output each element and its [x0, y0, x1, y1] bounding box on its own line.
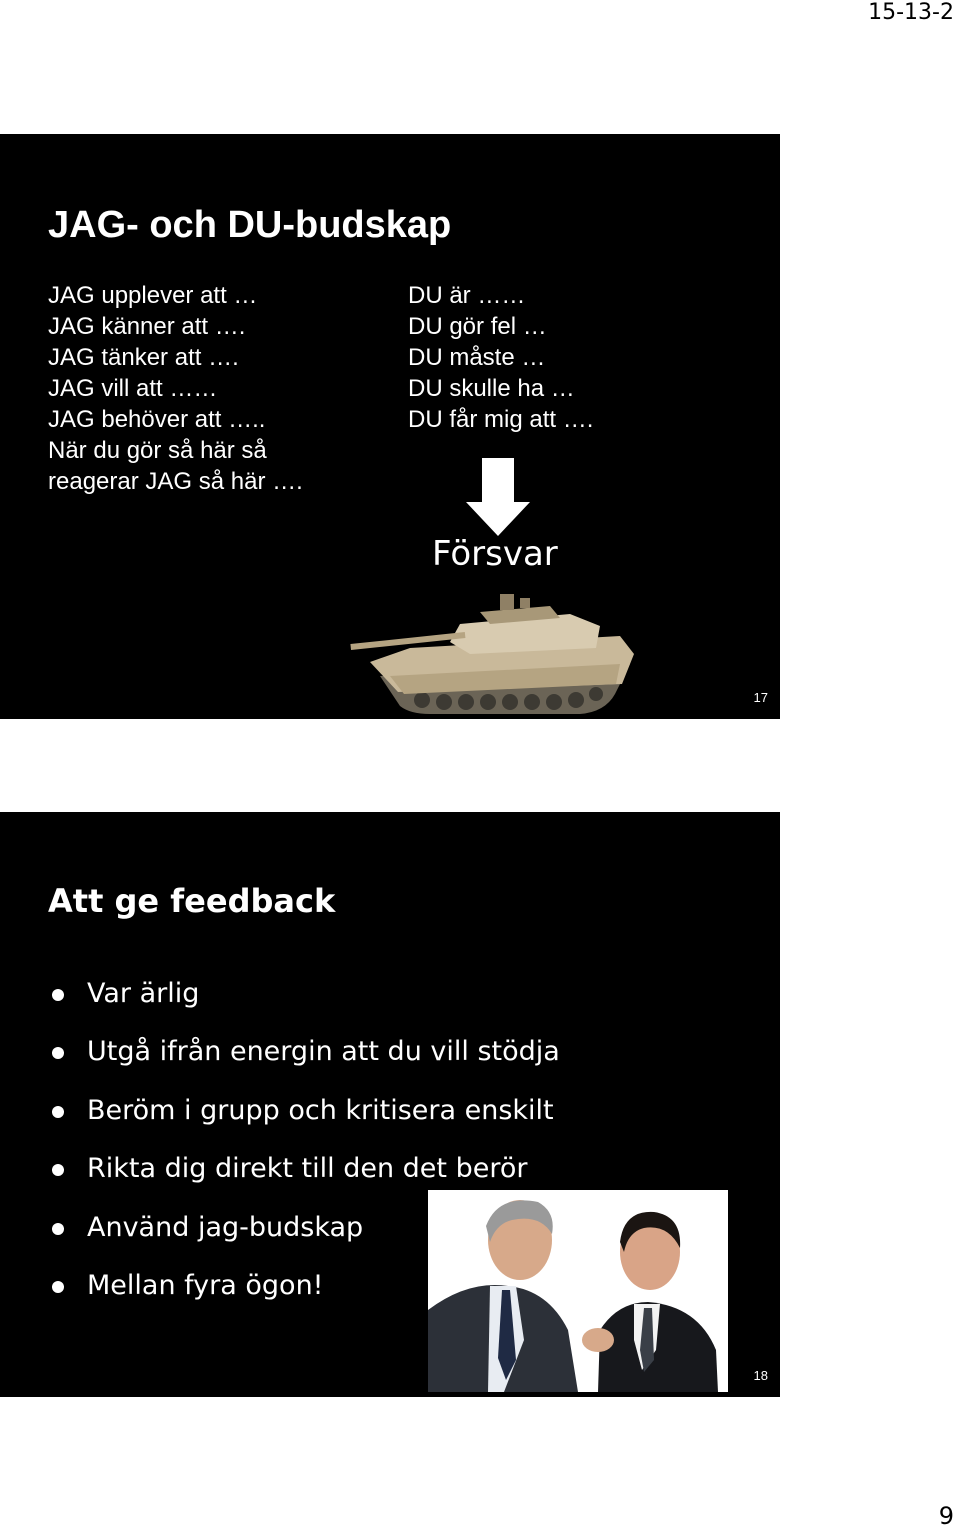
bullet-dot-icon — [52, 1281, 64, 1293]
jag-message-item: När du gör så här så — [48, 437, 267, 464]
jag-message-item: reagerar JAG så här …. — [48, 468, 303, 495]
bullet-dot-icon — [52, 1164, 64, 1176]
tank-image — [350, 584, 640, 719]
du-message-item: DU skulle ha … — [408, 375, 575, 402]
jag-message-item: JAG känner att …. — [48, 313, 246, 340]
bullet-dot-icon — [52, 989, 64, 1001]
list-item-text: Använd jag-budskap — [87, 1211, 364, 1243]
slide-number: 18 — [753, 1368, 768, 1383]
du-message-item: DU är …… — [408, 282, 526, 309]
list-item-text: Rikta dig direkt till den det berör — [87, 1153, 528, 1185]
list-item-text: Beröm i grupp och kritisera enskilt — [87, 1094, 554, 1126]
du-message-item: DU får mig att …. — [408, 406, 594, 433]
slide-17 — [0, 134, 780, 719]
list-item — [52, 1089, 560, 1147]
du-message-list — [408, 280, 738, 435]
slide-title: JAG- och DU-budskap — [48, 204, 452, 246]
slide-18 — [0, 812, 780, 1397]
two-businessmen-photo — [428, 1190, 728, 1392]
bullet-dot-icon — [52, 1223, 64, 1235]
du-message-item: DU måste … — [408, 344, 546, 371]
jag-message-list — [48, 280, 378, 497]
list-item — [52, 972, 560, 1030]
jag-message-item: JAG behöver att ….. — [48, 406, 266, 433]
du-message-item: DU gör fel … — [408, 313, 547, 340]
list-item-text: Var ärlig — [87, 978, 200, 1009]
page-number: 9 — [938, 1502, 954, 1530]
jag-message-item: JAG vill att …… — [48, 375, 218, 402]
bullet-dot-icon — [52, 1047, 64, 1059]
bullet-dot-icon — [52, 1106, 64, 1118]
slide-number: 17 — [753, 690, 768, 705]
list-item — [52, 1030, 560, 1088]
defense-label: Försvar — [432, 534, 558, 574]
list-item-text: Mellan fyra ögon! — [87, 1269, 324, 1301]
jag-message-item: JAG tänker att …. — [48, 344, 239, 371]
down-arrow-icon — [466, 458, 530, 536]
jag-message-item: JAG upplever att … — [48, 282, 258, 309]
header-date: 15-13-2 — [868, 0, 954, 25]
slide-title: Att ge feedback — [48, 882, 336, 920]
list-item-text: Utgå ifrån energin att du vill stödja — [87, 1036, 560, 1068]
